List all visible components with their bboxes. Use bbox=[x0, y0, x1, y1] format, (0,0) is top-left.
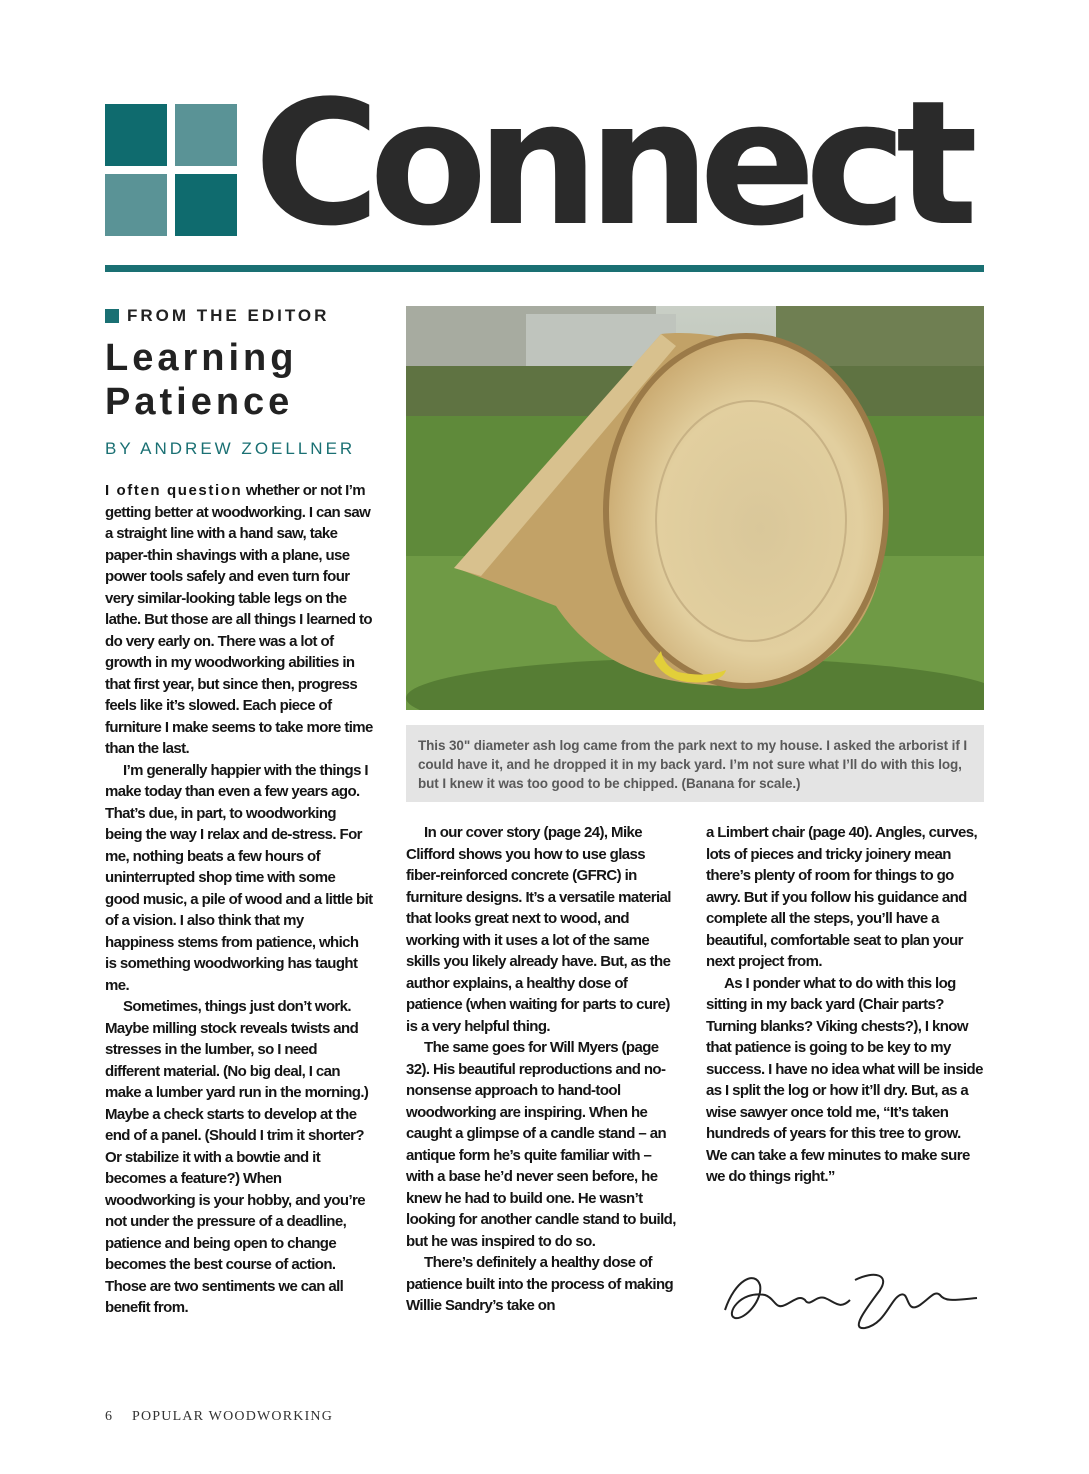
logo-square bbox=[175, 104, 237, 166]
kicker-square-icon bbox=[105, 309, 119, 323]
log-photo bbox=[406, 306, 984, 710]
headline-line: Learning bbox=[105, 337, 298, 379]
byline: BY ANDREW ZOELLNER bbox=[105, 439, 356, 458]
paragraph: The same goes for Will Myers (page 32). His beautiful reproductions and no-nonsense approach to hand-tool woodworking are inspiring. When he caught a glimpse of a candle stand – an antique form he’s quite familiar with – with a base he’d never seen before, he knew he had to build one. He wasn’t looking for another candle stand to build, but he was inspired to do so. bbox=[406, 1039, 676, 1250]
paragraph-text: whether or not I’m getting better at woodworking. I can saw a straight line with a hand saw, take paper-thin shavings with a plane, use power tools safely and even turn four very similar-looking table legs on the lathe. But those are all things I learned to do very early on. There was a lot of growth in my woodworking abilities in that first year, but since then, progress feels like it’s slowed. Each piece of furniture I make seems to take more time than the last. bbox=[105, 482, 373, 757]
paragraph: Sometimes, things just don’t work. Maybe milling stock reveals twists and stresses in the lumber, so I need different material. (No big deal, I can make a lumber yard run in the morning.) Maybe a check starts to develop at the end of a panel. (Should I trim it shorter? Or stabilize it with a bowtie and it becomes a feature?) When woodworking is your hobby, and you’re not under the pressure of a deadline, patience and being open to change becomes the best course of action. Those are two sentiments we can all benefit from. bbox=[105, 998, 369, 1316]
photo-caption: This 30" diameter ash log came from the park next to my house. I asked the arborist if I could have it, and he dropped it in my back yard. I’m not sure what I’ll do with this log, but I knew it was too good to be chipped. (Banana for scale.) bbox=[406, 725, 984, 802]
paragraph: I’m generally happier with the things I make today than even a few years ago. That’s due, in part, to woodworking being the way I relax and de-stress. For me, nothing beats a few hours of uninterrupted shop time with some good music, a pile of wood and a little bit of a vision. I also think that my happiness stems from patience, which is something woodworking has taught me. bbox=[105, 761, 373, 994]
headline-line: Patience bbox=[105, 381, 294, 423]
paragraph: In our cover story (page 24), Mike Clifford shows you how to use glass fiber-reinforced concrete (GFRC) in furniture designs. It’s a versatile material that looks great next to wood, and working with it uses a lot of the same skills you likely already have. But, as the author explains, a healthy dose of patience (when waiting for parts to cure) is a very helpful thing. bbox=[406, 824, 671, 1035]
paragraph: As I ponder what to do with this log sitting in my back yard (Chair parts? Turning blanks? Viking chests?), I know that patience is going to be key to my success. I have no idea what will be inside as I split the log or how it’ll dry. But, as a wise sawyer once told me, “It’s taken hundreds of years for this tree to grow. We can take a few minutes to make sure we do things right.” bbox=[706, 974, 983, 1185]
article-headline bbox=[105, 336, 297, 424]
section-title: Connect bbox=[254, 63, 968, 264]
logo-square bbox=[105, 104, 167, 166]
logo-square bbox=[105, 174, 167, 236]
article-column-3 bbox=[706, 822, 984, 1188]
page-number: 6 bbox=[105, 1409, 114, 1424]
logo-square bbox=[175, 174, 237, 236]
paragraph bbox=[105, 480, 373, 760]
kicker bbox=[105, 306, 329, 326]
article-column-2 bbox=[406, 822, 682, 1317]
page-footer bbox=[105, 1409, 333, 1425]
magazine-name: POPULAR WOODWORKING bbox=[132, 1409, 334, 1424]
editor-signature bbox=[715, 1250, 985, 1340]
connect-logo-squares bbox=[105, 104, 237, 236]
article-column-1 bbox=[105, 480, 373, 1319]
log-photo-image bbox=[406, 306, 984, 710]
header-rule bbox=[105, 265, 984, 272]
lead-in: I often question bbox=[105, 482, 243, 499]
paragraph: a Limbert chair (page 40). Angles, curves, lots of pieces and tricky joinery mean there’s plenty of room for things to go awry. But if you follow his guidance and complete all the steps, you’ll have a beautiful, comfortable seat to plan your next project from. bbox=[706, 824, 978, 970]
paragraph: There’s definitely a healthy dose of patience built into the process of making Willie Sandry’s take on bbox=[406, 1254, 674, 1314]
kicker-label: FROM THE EDITOR bbox=[127, 306, 330, 325]
